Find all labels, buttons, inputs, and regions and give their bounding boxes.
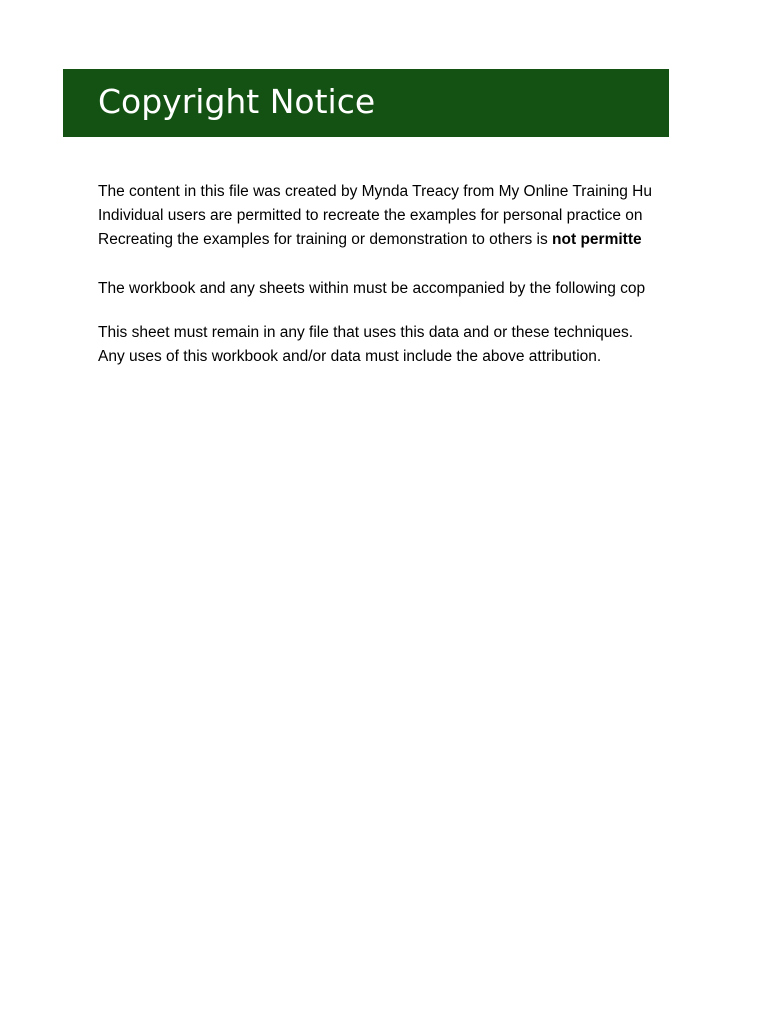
page-title: Copyright Notice [98,82,376,121]
paragraph-3-line-2: Any uses of this workbook and/or data must include the above attribution. [98,348,602,365]
notice-content [98,180,669,369]
paragraph-2-line-1: The workbook and any sheets within must be accompanied by the following cop [98,280,646,297]
paragraph-3-line-1: This sheet must remain in any file that uses this data and or these techniques. [98,324,634,341]
paragraph-1-line-1: The content in this file was created by Mynda Treacy from My Online Training Hu [98,183,652,200]
not-permitted-emphasis: not permitte [552,231,642,248]
paragraph-1-line-3 [98,228,669,252]
title-banner [63,69,669,137]
paragraph-1-line-3-text: Recreating the examples for training or demonstration to others is [98,231,553,248]
paragraph-1-line-2: Individual users are permitted to recreate the examples for personal practice on [98,207,643,224]
